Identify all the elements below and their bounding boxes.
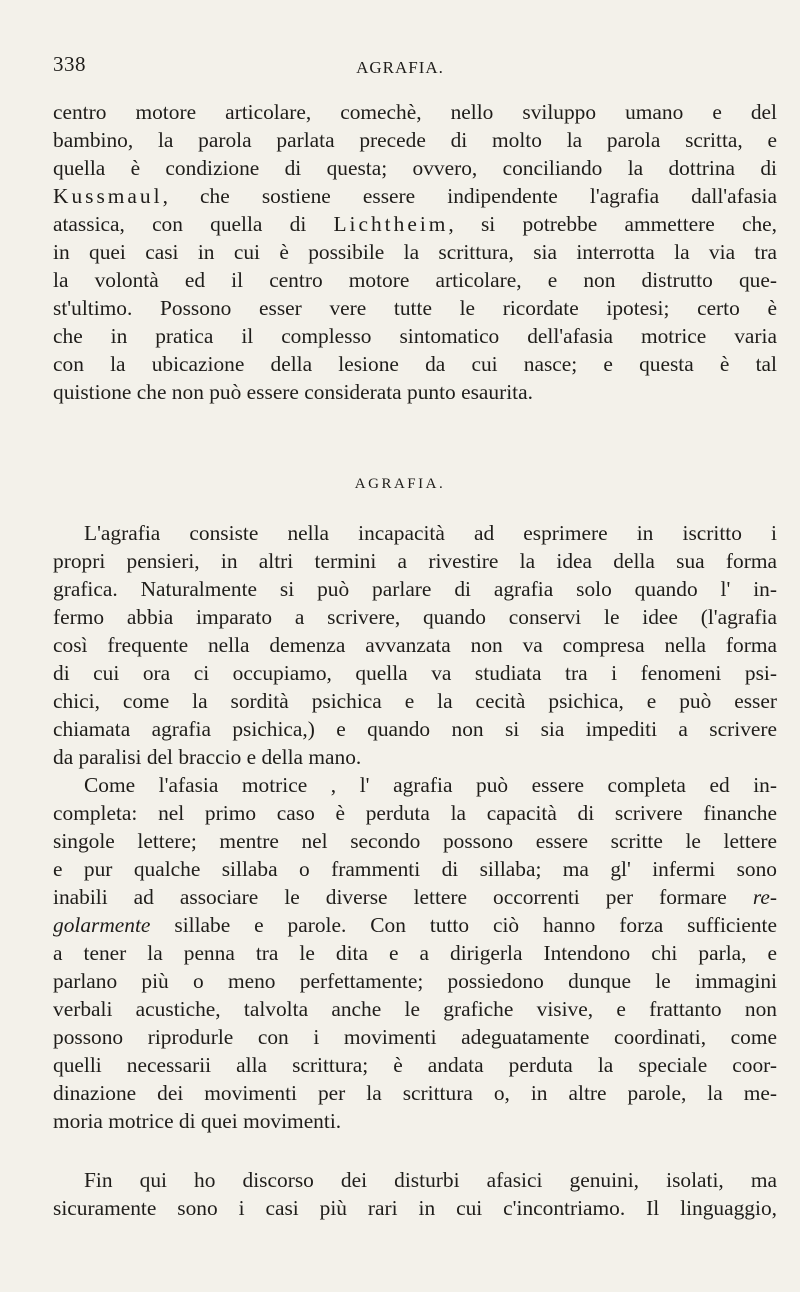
paragraph-line: [53, 182, 777, 210]
paragraph-line: di cui ora ci occupiamo, quella va studiata tra i fenomeni psi-: [53, 661, 777, 685]
paragraph-line: quelli necessarii alla scrittura; è andata perduta la speciale coor-: [53, 1053, 777, 1077]
paragraph-line: [53, 210, 777, 238]
line-text: , si potrebbe ammettere che,: [448, 212, 777, 236]
paragraph-line: Fin qui ho discorso dei disturbi afasici genuini, isolati, ma: [84, 1168, 777, 1192]
paragraph-line: fermo abbia imparato a scrivere, quando conservi le idee (l'agrafia: [53, 605, 777, 629]
line-text: atassica, con quella di: [53, 212, 334, 236]
paragraph-line: in quei casi in cui è possibile la scrittura, sia interrotta la via tra: [53, 240, 777, 264]
paragraph-line: così frequente nella demenza avvanzata non va compresa nella forma: [53, 633, 777, 657]
italic-text: golarmente: [53, 913, 151, 937]
paragraph-line: e pur qualche sillaba o frammenti di sillaba; ma gl' infermi sono: [53, 857, 777, 881]
section-heading: AGRAFIA.: [354, 476, 446, 492]
line-text: sillabe e parole. Con tutto ciò hanno forza sufficiente: [150, 913, 777, 937]
running-head: AGRAFIA.: [356, 58, 444, 77]
paragraph-line: possono riprodurle con i movimenti adeguatamente coordinati, come: [53, 1025, 777, 1049]
paragraph-line: a tener la penna tra le dita e a dirigerla Intendono chi parla, e: [53, 941, 777, 965]
paragraph-line: moria motrice di quei movimenti.: [53, 1109, 342, 1133]
line-text: inabili ad associare le diverse lettere occorrenti per formare: [53, 885, 753, 909]
paragraph-line: [53, 911, 777, 939]
paragraph-line: sicuramente sono i casi più rari in cui c'incontriamo. Il linguaggio,: [53, 1196, 777, 1220]
paragraph-line: quella è condizione di questa; ovvero, conciliando la dottrina di: [53, 156, 777, 180]
line-text: , che sostiene essere indipendente l'agrafia dall'afasia: [162, 184, 777, 208]
paragraph-line: verbali acustiche, talvolta anche le grafiche visive, e frattanto non: [53, 997, 777, 1021]
paragraph-line: L'agrafia consiste nella incapacità ad esprimere in iscritto i: [84, 521, 777, 545]
paragraph-line: chici, come la sordità psichica e la cecità psichica, e può esser: [53, 689, 777, 713]
italic-text: re-: [752, 885, 777, 909]
paragraph-line: singole lettere; mentre nel secondo possono essere scritte le lettere: [53, 829, 777, 853]
paragraph-line: che in pratica il complesso sintomatico dell'afasia motrice varia: [53, 324, 777, 348]
paragraph-line: chiamata agrafia psichica,) e quando non si sia impediti a scrivere: [53, 717, 777, 741]
paragraph-line: quistione che non può essere considerata punto esaurita.: [53, 380, 533, 404]
page-number: 338: [53, 52, 86, 76]
paragraph-line: la volontà ed il centro motore articolare, e non distrutto que-: [53, 268, 777, 292]
paragraph-line: centro motore articolare, comechè, nello sviluppo umano e del: [53, 100, 777, 124]
paragraph-line: dinazione dei movimenti per la scrittura o, in altre parole, la me-: [53, 1081, 777, 1105]
paragraph-line: Come l'afasia motrice , l' agrafia può essere completa ed in-: [84, 773, 777, 797]
author-name: Kussmaul: [53, 184, 163, 208]
paragraph-line: parlano più o meno perfettamente; possiedono dunque le immagini: [53, 969, 777, 993]
paragraph-line: grafica. Naturalmente si può parlare di agrafia solo quando l' in-: [53, 577, 777, 601]
paragraph-line: bambino, la parola parlata precede di molto la parola scritta, e: [53, 128, 777, 152]
paragraph-line: st'ultimo. Possono esser vere tutte le ricordate ipotesi; certo è: [53, 296, 777, 320]
paragraph-line: con la ubicazione della lesione da cui nasce; e questa è tal: [53, 352, 777, 376]
paragraph-line: propri pensieri, in altri termini a rivestire la idea della sua forma: [53, 549, 777, 573]
paragraph-line: [53, 883, 777, 911]
paragraph-line: da paralisi del braccio e della mano.: [53, 745, 362, 769]
author-name: Lichtheim: [333, 212, 449, 236]
paragraph-line: completa: nel primo caso è perduta la capacità di scrivere finanche: [53, 801, 777, 825]
